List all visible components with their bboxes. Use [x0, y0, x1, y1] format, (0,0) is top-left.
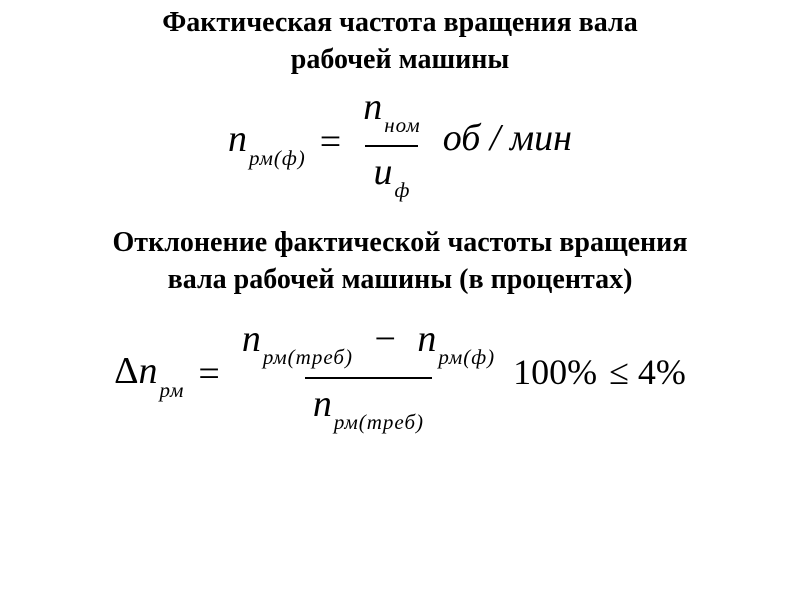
f1-numerator-base: n [363, 85, 383, 128]
f2-equals-sign: = [198, 353, 220, 395]
f2-denominator-base: n [312, 383, 332, 425]
f2-numerator-term1-sub: рм(треб) [262, 345, 353, 369]
f2-factor: 100% [513, 352, 598, 392]
slide-title-line2: рабочей машины [290, 44, 510, 75]
f2-lhs-sub: рм [159, 377, 185, 402]
f2-numerator-term1-base: n [241, 317, 261, 360]
f2-numerator-term2 [417, 317, 496, 369]
f1-lhs [228, 117, 306, 170]
f1-denominator-sub: ф [394, 178, 411, 203]
f2-denominator-sub: рм(треб) [333, 410, 425, 435]
slide-title-line1: Фактическая частота вращения вала [162, 7, 638, 38]
formula-actual-speed [0, 85, 800, 203]
f1-equals-sign: = [319, 121, 342, 163]
f2-lhs [114, 349, 184, 402]
f2-numerator-term1 [241, 317, 363, 369]
f2-numerator-term2-sub: рм(ф) [438, 345, 496, 369]
formula-deviation [0, 317, 800, 435]
slide-subtitle [0, 224, 800, 298]
f1-units: об / мин [442, 117, 572, 159]
f2-tail [513, 351, 686, 393]
slide-title [0, 4, 800, 78]
slide-subtitle-line2: вала рабочей машины (в процентах) [167, 264, 633, 295]
f1-denominator [365, 145, 418, 203]
f1-lhs-base: n [227, 118, 247, 161]
f2-fraction [234, 317, 503, 435]
f2-minus-sign: − [374, 317, 396, 360]
f2-numerator [234, 317, 503, 377]
slide-subtitle-line1: Отклонение фактической частоты вращения [112, 227, 688, 258]
f1-numerator [355, 85, 429, 145]
f1-numerator-sub: ном [384, 113, 421, 137]
f1-denominator-base: u [373, 151, 393, 193]
f2-delta-symbol: Δ [114, 350, 139, 393]
f2-numerator-term2-base: n [417, 317, 437, 360]
f2-denominator [305, 377, 432, 435]
f1-fraction [355, 85, 429, 203]
f1-lhs-sub: рм(ф) [248, 145, 306, 170]
f2-constraint: ≤ 4% [609, 352, 686, 392]
f2-lhs-base: n [138, 350, 158, 393]
